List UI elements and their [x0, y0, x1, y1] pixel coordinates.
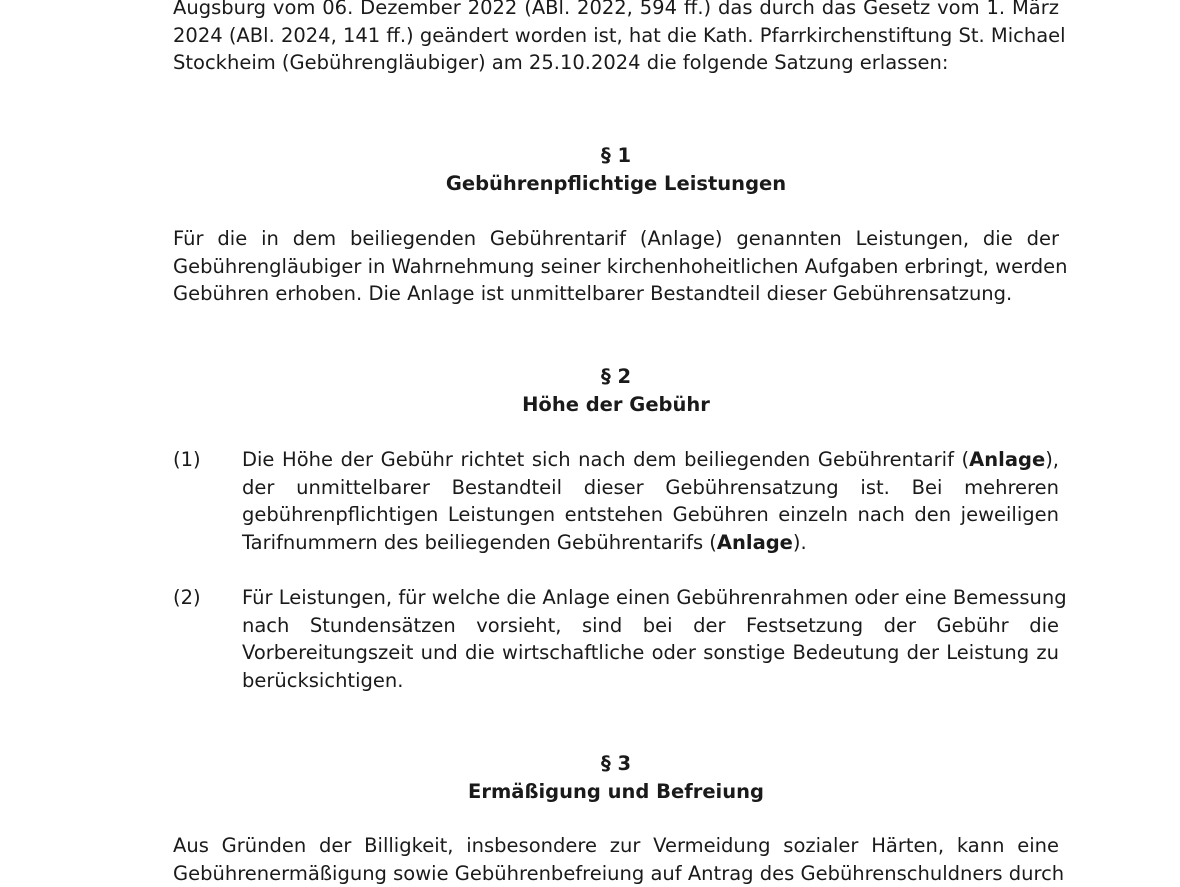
item-2-line [242, 639, 1059, 667]
bold-term: Anlage [717, 531, 793, 554]
intro-line: 2024 (ABl. 2024, 141 ff.) geändert worden ist, hat die Kath. Pfarrkirchenstiftung St. Michael [173, 22, 1059, 50]
item-1-text [242, 446, 1059, 556]
section-1-line: Für die in dem beiliegenden Gebührentarif (Anlage) genannten Leistungen, die der [173, 225, 1059, 253]
text-segment: Für Leistungen, für welche die Anlage einen Gebührenrahmen oder eine Bemessung [242, 586, 1067, 609]
intro-paragraph [173, 0, 1059, 77]
section-3-title: Ermäßigung und Befreiung [173, 778, 1059, 806]
text-segment: gebührenpflichtigen Leistungen entstehen Gebühren einzeln nach den jeweiligen [242, 503, 1059, 526]
item-1-line [242, 501, 1059, 529]
section-1-line: Gebührengläubiger in Wahrnehmung seiner kirchenhoheitlichen Aufgaben erbringt, werden [173, 253, 1059, 281]
section-2-title: Höhe der Gebühr [173, 391, 1059, 419]
text-segment: Die Höhe der Gebühr richtet sich nach dem beiliegenden Gebührentarif ( [242, 448, 969, 471]
section-2-number: § 2 [173, 363, 1059, 391]
text-segment: der unmittelbarer Bestandteil dieser Gebührensatzung ist. Bei mehreren [242, 476, 1059, 499]
text-segment: nach Stundensätzen vorsieht, sind bei der Festsetzung der Gebühr die [242, 614, 1059, 637]
item-1-line [242, 474, 1059, 502]
item-2-line [242, 584, 1059, 612]
section-1-paragraph [173, 225, 1059, 308]
section-1-number: § 1 [173, 142, 1059, 170]
section-3-paragraph [173, 832, 1059, 887]
item-2-line [242, 612, 1059, 640]
intro-line: Stockheim (Gebührengläubiger) am 25.10.2024 die folgende Satzung erlassen: [173, 49, 1059, 77]
intro-line: Augsburg vom 06. Dezember 2022 (ABl. 2022, 594 ff.) das durch das Gesetz vom 1. März [173, 0, 1059, 22]
text-segment: Vorbereitungszeit und die wirtschaftliche oder sonstige Bedeutung der Leistung zu [242, 641, 1059, 664]
section-1-title: Gebührenpflichtige Leistungen [173, 170, 1059, 198]
text-segment: berücksichtigen. [242, 669, 403, 692]
item-2-text [242, 584, 1059, 694]
section-3-line: Gebührenermäßigung sowie Gebührenbefreiung auf Antrag des Gebührenschuldners durch [173, 860, 1059, 887]
text-segment: ), [1045, 448, 1059, 471]
section-3-line: Aus Gründen der Billigkeit, insbesondere zur Vermeidung sozialer Härten, kann eine [173, 832, 1059, 860]
bold-term: Anlage [969, 448, 1045, 471]
text-segment: ). [793, 531, 807, 554]
section-1-line: Gebühren erhoben. Die Anlage ist unmittelbarer Bestandteil dieser Gebührensatzung. [173, 280, 1059, 308]
item-1-line [242, 529, 1059, 557]
item-2-label: (2) [173, 584, 201, 612]
item-1-line [242, 446, 1059, 474]
item-2-line [242, 667, 1059, 695]
text-segment: Tarifnummern des beiliegenden Gebührentarifs ( [242, 531, 717, 554]
item-1-label: (1) [173, 446, 201, 474]
section-3-number: § 3 [173, 750, 1059, 778]
